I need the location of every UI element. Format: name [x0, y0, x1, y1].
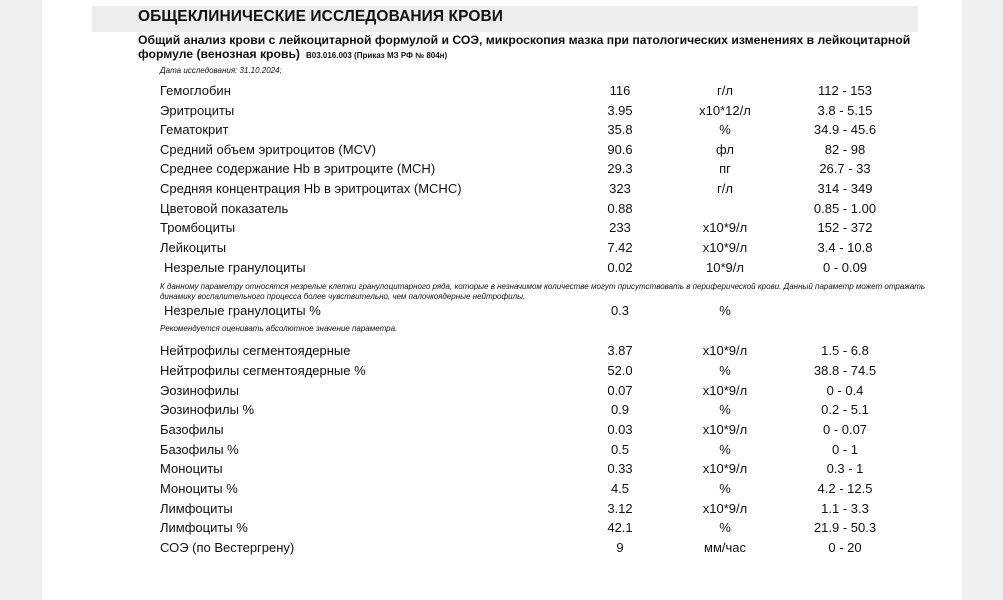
result-row [0, 200, 1003, 218]
study-date: Дата исследования: 31.10.2024; [160, 66, 282, 75]
param-reference: 0 - 0.09 [822, 260, 868, 275]
param-unit: x10*9/л [702, 461, 748, 476]
param-value: 42.1 [607, 520, 633, 535]
param-name: Незрелые гранулоциты % [164, 303, 321, 318]
param-reference: 112 - 153 [818, 83, 872, 98]
param-value: 7.42 [607, 240, 633, 255]
param-value: 4.5 [610, 481, 630, 496]
param-name: Цветовой показатель [160, 201, 289, 216]
param-name: Моноциты [160, 461, 223, 476]
param-reference: 314 - 349 [817, 181, 873, 196]
param-unit: x10*9/л [702, 343, 748, 358]
param-reference: 26.7 - 33 [819, 161, 871, 176]
param-reference: 0.2 - 5.1 [821, 402, 869, 417]
param-reference: 21.9 - 50.3 [813, 520, 877, 535]
param-name: Гемоглобин [160, 83, 231, 98]
param-value: 233 [609, 220, 631, 235]
param-reference: 0.85 - 1.00 [813, 201, 877, 216]
result-row [0, 421, 1003, 439]
param-reference: 0 - 20 [828, 540, 862, 555]
param-unit: фл [716, 142, 734, 157]
param-value: 9 [616, 540, 624, 555]
result-row [0, 219, 1003, 237]
param-value: 0.07 [607, 383, 633, 398]
param-unit: % [719, 520, 731, 535]
param-name: Лимфоциты % [160, 520, 248, 535]
result-row [0, 180, 1003, 198]
result-row [0, 500, 1003, 518]
param-unit: 10*9/л [706, 260, 744, 275]
param-reference: 1.5 - 6.8 [821, 343, 869, 358]
param-unit: % [719, 303, 731, 318]
param-name: Нейтрофилы сегментоядерные [160, 343, 351, 358]
param-name: Базофилы % [160, 442, 239, 457]
param-name: Средняя концентрация Hb в эритроцитах (MCHC) [160, 181, 462, 196]
param-unit: г/л [717, 83, 733, 98]
result-row [0, 441, 1003, 459]
param-value: 29.3 [607, 161, 633, 176]
param-value: 0.3 [610, 303, 630, 318]
param-unit: x10*9/л [702, 501, 748, 516]
result-row [0, 460, 1003, 478]
param-unit: % [719, 363, 731, 378]
param-value: 0.33 [607, 461, 633, 476]
param-value: 90.6 [607, 142, 633, 157]
param-value: 3.12 [607, 501, 633, 516]
result-row [0, 121, 1003, 139]
param-reference: 3.4 - 10.8 [817, 240, 873, 255]
param-name: Эозинофилы [160, 383, 239, 398]
param-reference: 82 - 98 [824, 142, 866, 157]
param-reference: 38.8 - 74.5 [813, 363, 877, 378]
result-row [0, 519, 1003, 537]
param-value: 116 [609, 83, 631, 98]
parameter-note: К данному параметру относятся незрелые клетки гранулоцитарного ряда, которые в незначимом количестве могут присутствовать в периферической крови. Данный параметр может отражать динамику воспалительного процесса более чувствительно, чем палочкоядерные нейтрофилы. [160, 282, 926, 301]
param-name: Лимфоциты [160, 501, 233, 516]
param-name: Моноциты % [160, 481, 238, 496]
param-name: Эозинофилы % [160, 402, 255, 417]
result-row [0, 239, 1003, 257]
param-name: Среднее содержание Hb в эритроците (MCH) [160, 161, 436, 176]
result-row [0, 259, 1003, 277]
param-name: Лейкоциты [160, 240, 227, 255]
result-row [0, 160, 1003, 178]
param-unit: г/л [717, 181, 733, 196]
param-reference: 0 - 0.07 [822, 422, 868, 437]
param-unit: пг [719, 161, 731, 176]
param-unit: % [719, 481, 731, 496]
param-name: Средний объем эритроцитов (MCV) [160, 142, 376, 157]
param-name: СОЭ (по Вестергрену) [160, 540, 295, 555]
section-title: ОБЩЕКЛИНИЧЕСКИЕ ИССЛЕДОВАНИЯ КРОВИ [138, 8, 504, 25]
param-value: 35.8 [607, 122, 633, 137]
param-name: Эритроциты [160, 103, 235, 118]
param-unit: x10*9/л [702, 422, 748, 437]
param-reference: 0 - 1 [831, 442, 858, 457]
test-title [138, 33, 928, 63]
param-name: Гематокрит [160, 122, 229, 137]
param-reference: 3.8 - 5.15 [817, 103, 873, 118]
param-value: 0.88 [607, 201, 633, 216]
test-code: B03.016.003 (Приказ МЗ РФ № 804н) [306, 51, 448, 60]
param-value: 52.0 [607, 363, 633, 378]
result-row [0, 382, 1003, 400]
param-reference: 152 - 372 [817, 220, 873, 235]
result-row [0, 102, 1003, 120]
param-unit: % [719, 402, 731, 417]
param-unit: x10*9/л [702, 383, 748, 398]
result-row [0, 480, 1003, 498]
param-name: Тромбоциты [160, 220, 236, 235]
param-reference: 34.9 - 45.6 [813, 122, 877, 137]
param-unit: x10*9/л [702, 220, 748, 235]
test-title-text: Общий анализ крови с лейкоцитарной формулой и СОЭ, микроскопия мазка при патологических изменениях в лейкоцитарной формуле (венозная кровь) [138, 33, 911, 61]
param-reference: 0 - 0.4 [826, 383, 864, 398]
param-name: Базофилы [160, 422, 224, 437]
param-value: 323 [609, 181, 631, 196]
result-row [0, 362, 1003, 380]
param-value: 3.87 [607, 343, 633, 358]
result-row [0, 539, 1003, 557]
param-name: Нейтрофилы сегментоядерные % [160, 363, 366, 378]
param-unit: x10*9/л [702, 240, 748, 255]
result-row [0, 141, 1003, 159]
param-value: 0.03 [607, 422, 633, 437]
param-reference: 4.2 - 12.5 [817, 481, 873, 496]
param-name: Незрелые гранулоциты [164, 260, 306, 275]
param-unit: % [719, 442, 731, 457]
param-unit: мм/час [704, 540, 746, 555]
param-value: 0.5 [610, 442, 630, 457]
result-row [0, 342, 1003, 360]
param-value: 0.9 [610, 402, 630, 417]
result-row [0, 401, 1003, 419]
result-row [0, 82, 1003, 100]
param-reference: 0.3 - 1 [826, 461, 864, 476]
param-value: 0.02 [607, 260, 633, 275]
param-value: 3.95 [607, 103, 633, 118]
recommendation-note: Рекомендуется оценивать абсолютное значение параметра. [160, 324, 398, 333]
param-reference: 1.1 - 3.3 [821, 501, 869, 516]
param-unit: % [719, 122, 731, 137]
result-row [0, 302, 1003, 320]
param-unit: x10*12/л [699, 103, 751, 118]
